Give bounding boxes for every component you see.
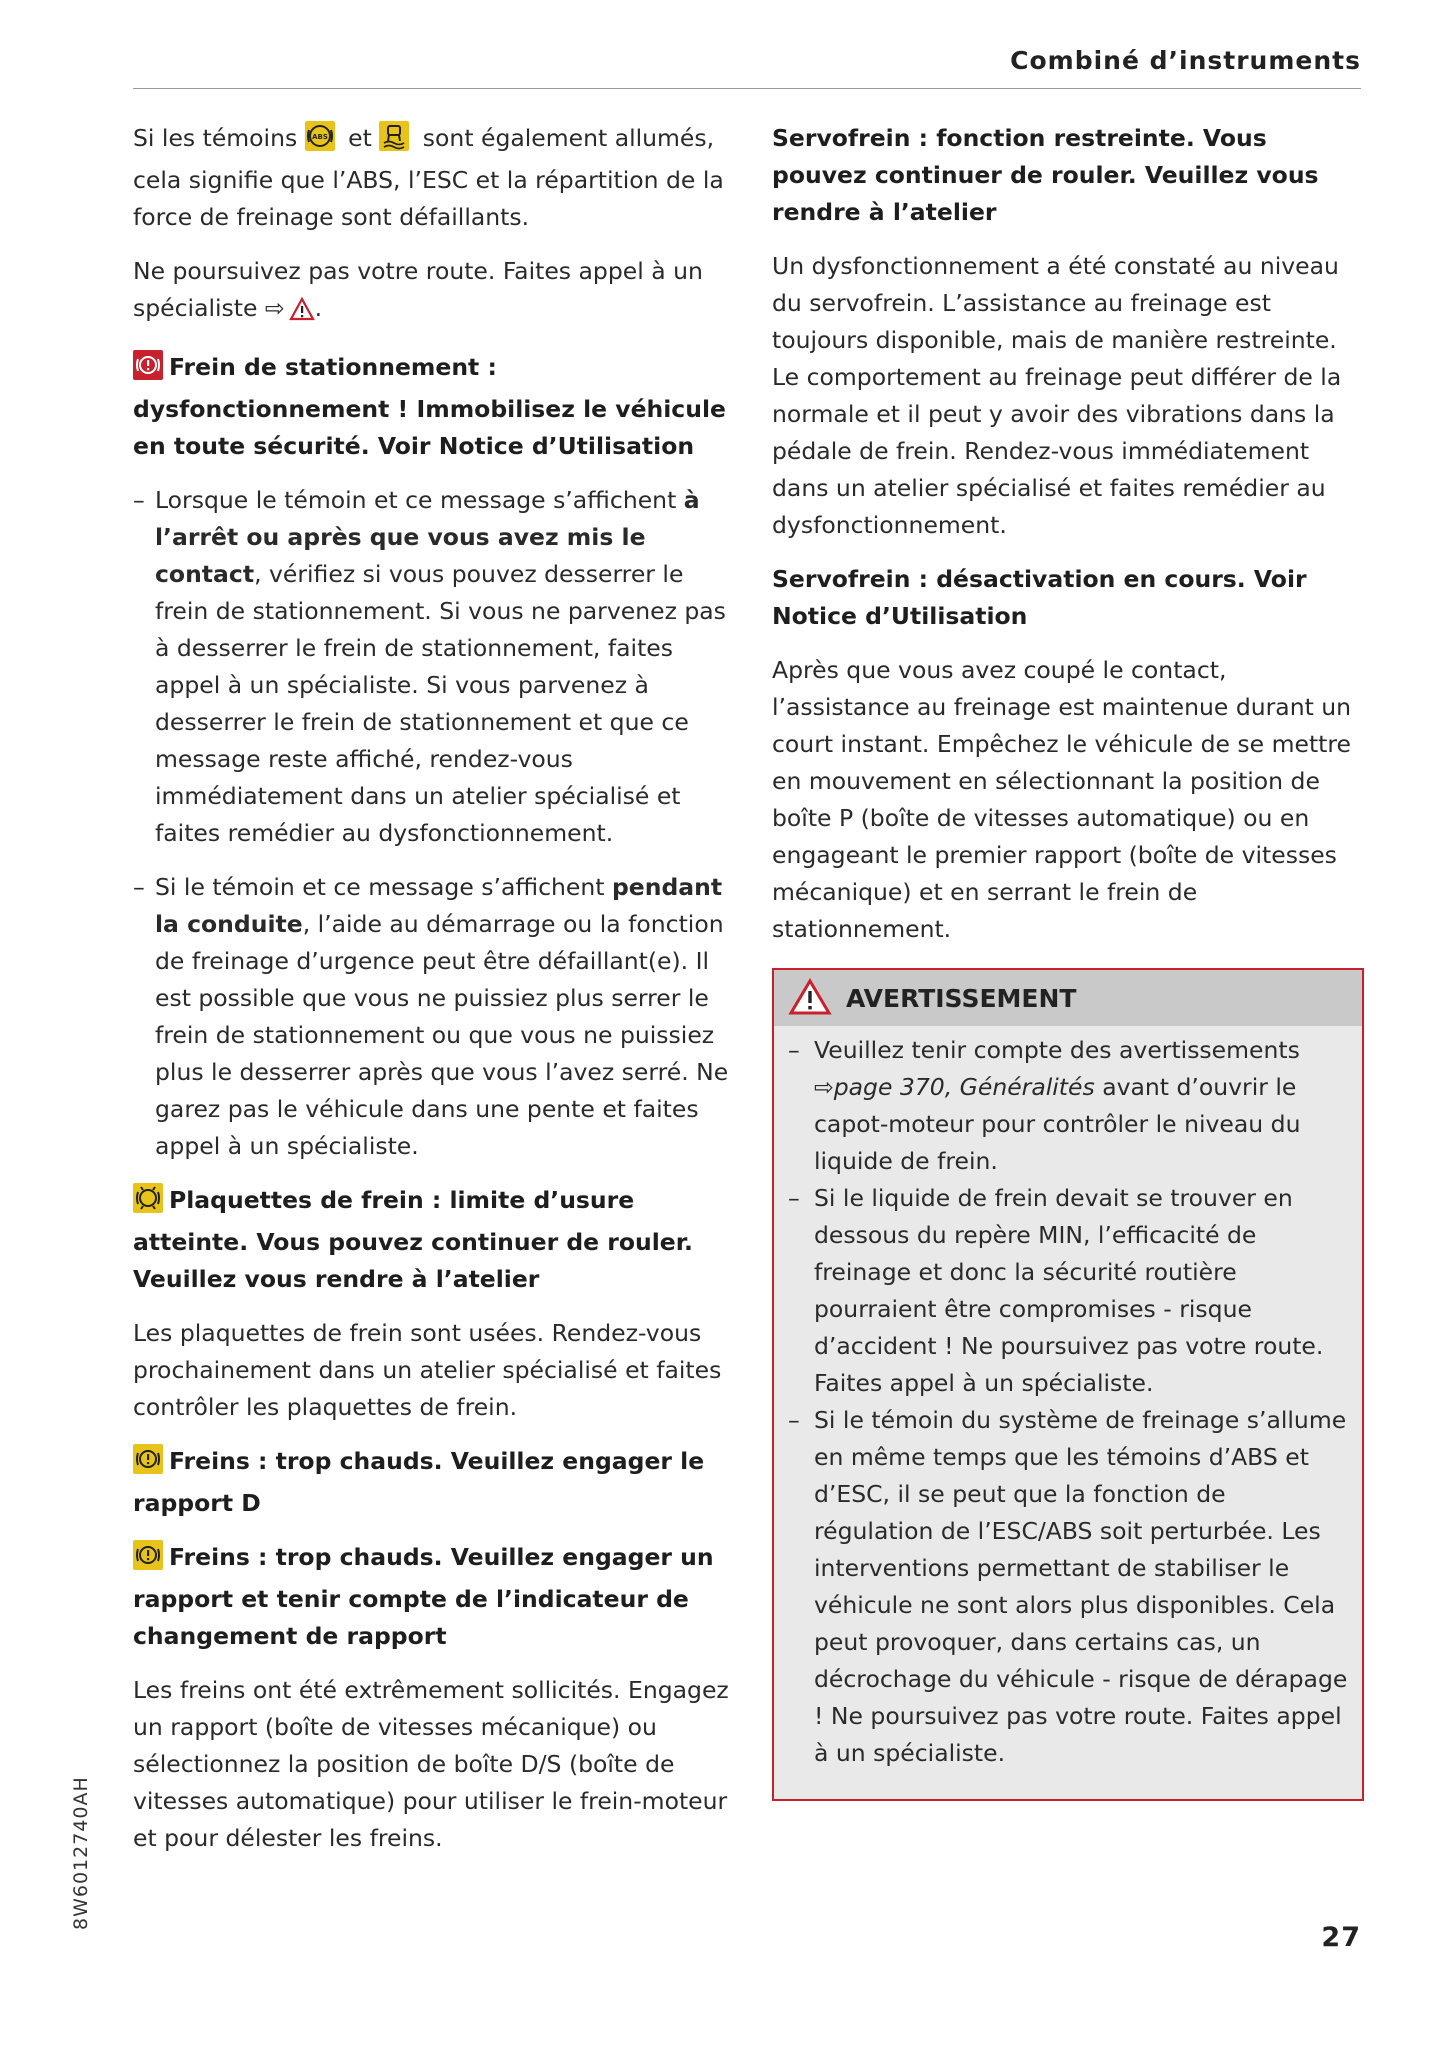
warning-header: AVERTISSEMENT bbox=[774, 970, 1362, 1026]
brakes-hot-yellow-icon bbox=[133, 1540, 163, 1581]
paragraph-brake-pads: Les plaquettes de frein sont usées. Rendez-vous prochainement dans un atelier spécialisé et faites contrôler les plaquettes de frein. bbox=[133, 1319, 722, 1421]
arrow-ref-icon: ⇨ bbox=[264, 294, 285, 322]
parking-brake-list bbox=[133, 482, 733, 1165]
paragraph-abs-esc: Si les témoins ABS et sont également allumés, cela signifie que l’ABS, l’ESC et la répartition de la force de freinage sont défaillants. bbox=[133, 120, 733, 236]
paragraph-brakes-hot: Les freins ont été extrêmement sollicités. Engagez un rapport (boîte de vitesses mécanique) ou sélectionnez la position de boîte D/S (boîte de vitesses automatique) pour utiliser le frein-moteur et pour délester les freins. bbox=[133, 1676, 729, 1852]
section-title: Combiné d’instruments bbox=[1010, 46, 1361, 75]
left-column bbox=[133, 120, 733, 1874]
esc-warning-icon bbox=[379, 121, 409, 162]
list-item: – Si le témoin du système de freinage s’allume en même temps que les témoins d’ABS et d’ESC, il se peut que la fonction de régulation de l’ESC/ABS soit perturbée. Les interventions permettant de stabiliser le véhicule ne sont alors plus disponibles. Cela peut provoquer, dans certains cas, un décrochage du véhicule - risque de dérapage ! Ne poursuivez pas votre route. Faites appel à un spécialiste. bbox=[788, 1402, 1348, 1772]
document-code: 8W6012740AH bbox=[70, 1776, 92, 1930]
heading-brake-pads: Plaquettes de frein : limite d’usure atteinte. Vous pouvez continuer de rouler. Veuillez vous rendre à l’atelier bbox=[133, 1182, 733, 1298]
abs-warning-icon bbox=[305, 121, 335, 162]
brake-pad-yellow-icon bbox=[133, 1183, 163, 1224]
page-reference-link[interactable]: page 370, Généralités bbox=[833, 1073, 1095, 1101]
list-item: – Lorsque le témoin et ce message s’affichent à l’arrêt ou après que vous avez mis le contact, vérifiez si vous pouvez desserrer le frein de stationnement. Si vous ne parvenez pas à desserrer le frein de stationnement, faites appel à un spécialiste. Si vous parvenez à desserrer le frein de stationnement et que ce message reste affiché, rendez-vous immédiatement dans un atelier spécialisé et faites remédier au dysfonctionnement. bbox=[133, 482, 733, 852]
paragraph-servo-deactivation: Après que vous avez coupé le contact, l’assistance au freinage est maintenue durant un court instant. Empêchez le véhicule de se mettre en mouvement en sélectionnant la position de boîte P (boîte de vitesses automatique) ou en engageant le premier rapport (boîte de vitesses mécanique) et en serrant le frein de stationnement. bbox=[772, 656, 1352, 943]
parking-brake-red-icon bbox=[133, 350, 163, 391]
page-number: 27 bbox=[1321, 1922, 1361, 1953]
list-item: – Veuillez tenir compte des avertissements ⇨page 370, Généralités avant d’ouvrir le capot-moteur pour contrôler le niveau du liquide de frein. bbox=[788, 1032, 1348, 1180]
heading-brakes-hot-d: Freins : trop chauds. Veuillez engager le rapport D bbox=[133, 1443, 733, 1522]
svg-text:ABS: ABS bbox=[311, 133, 328, 141]
heading-parking-brake: Frein de stationnement : dysfonctionnement ! Immobilisez le véhicule en toute sécurité. Voir Notice d’Utilisation bbox=[133, 349, 733, 465]
heading-brakes-hot-gear: Freins : trop chauds. Veuillez engager un rapport et tenir compte de l’indicateur de changement de rapport bbox=[133, 1539, 733, 1655]
warning-triangle-icon bbox=[788, 978, 832, 1016]
paragraph-stop: Ne poursuivez pas votre route. Faites appel à un spécialiste ⇨ . bbox=[133, 253, 733, 332]
warning-triangle-icon bbox=[289, 295, 315, 332]
warning-body bbox=[774, 1026, 1362, 1799]
right-column bbox=[772, 120, 1364, 1801]
brakes-hot-yellow-icon bbox=[133, 1444, 163, 1485]
warning-box bbox=[772, 968, 1364, 1801]
paragraph-servo-restricted: Un dysfonctionnement a été constaté au niveau du servofrein. L’assistance au freinage est toujours disponible, mais de manière restreinte. Le comportement au freinage peut différer de la normale et il peut y avoir des vibrations dans la pédale de frein. Rendez-vous immédiatement dans un atelier spécialisé et faites remédier au dysfonctionnement. bbox=[772, 252, 1342, 539]
warning-list bbox=[788, 1032, 1348, 1772]
arrow-ref-icon: ⇨ bbox=[814, 1073, 834, 1101]
list-item: – Si le liquide de frein devait se trouver en dessous du repère MIN, l’efficacité de freinage et donc la sécurité routière pourraient être compromises - risque d’accident ! Ne poursuivez pas votre route. Faites appel à un spécialiste. bbox=[788, 1180, 1348, 1402]
heading-servo-restricted: Servofrein : fonction restreinte. Vous pouvez continuer de rouler. Veuillez vous rendre à l’atelier bbox=[772, 124, 1319, 226]
heading-servo-deactivation: Servofrein : désactivation en cours. Voir Notice d’Utilisation bbox=[772, 565, 1307, 630]
page-header bbox=[133, 46, 1361, 89]
list-item: – Si le témoin et ce message s’affichent pendant la conduite, l’aide au démarrage ou la fonction de freinage d’urgence peut être défaillant(e). Il est possible que vous ne puissiez plus serrer le frein de stationnement ou que vous ne puissiez plus le desserrer après que vous l’avez serré. Ne garez pas le véhicule dans une pente et faites appel à un spécialiste. bbox=[133, 869, 733, 1165]
